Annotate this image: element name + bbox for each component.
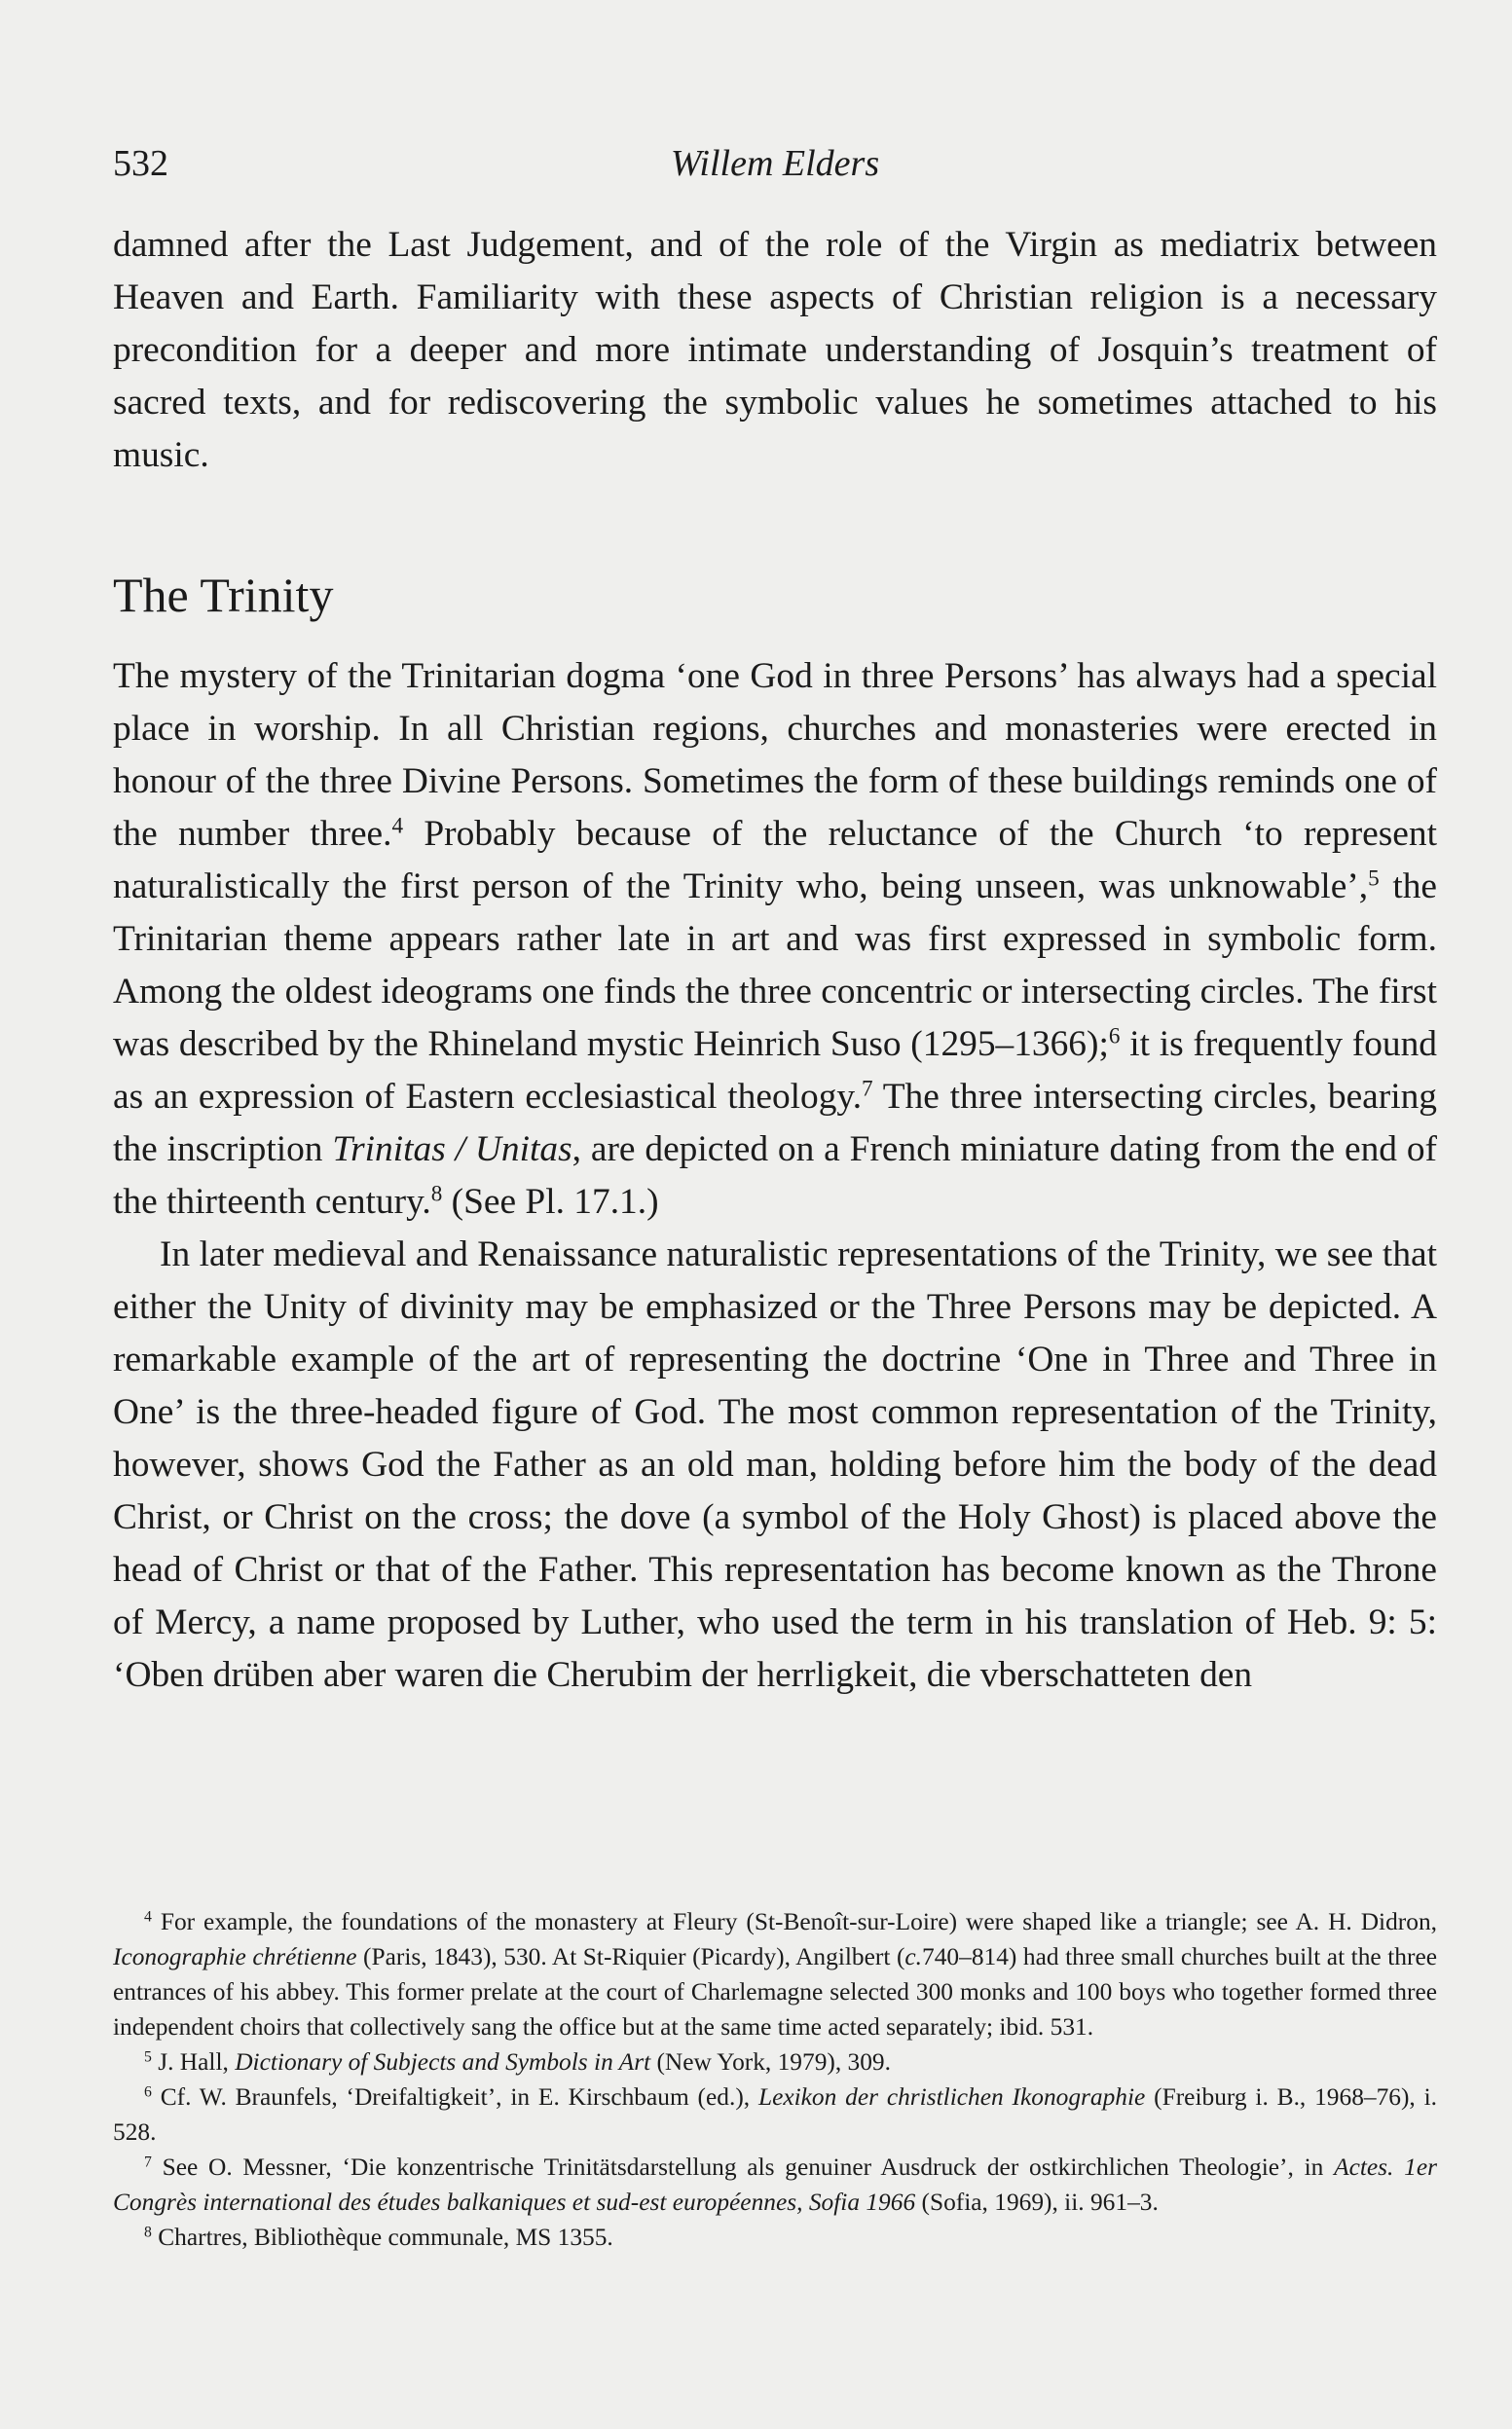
page-number: 532 [113,143,168,184]
paragraph-1: The mystery of the Trinitarian dogma ‘one God in three Persons’ has always had a special place in worship. In all Christian regions, churches and monasteries were erected in honour of the three Divine Persons. Sometimes the form of these buildings reminds one of the number three.$^4$ Probably because of the reluctance of the Church ‘to represent naturalistically the first person of the Trinity who, being unseen, was unknowable’,$^5$ the Trinitarian theme appears rather late in art and was first expressed in symbolic form. Among the oldest ideograms one finds the three concentric or intersecting circles. The first was described by the Rhineland mystic Heinrich Suso (1295–1366);$^6$ it is frequently found as an expression of Eastern ecclesiastical theology.$^7$ The three intersecting circles, bearing the inscription Trinitas / Unitas, are depicted on a French miniature dating from the end of the thirteenth century.$^8$ (See Pl. 17.1.) [113,656,1437,1222]
paragraph-2: In later medieval and Renaissance naturalistic representations of the Trinity, we see that either the Unity of divinity may be emphasized or the Three Persons may be depicted. A remarkable example of the art of representing the doctrine ‘One in Three and Three in One’ is the three-headed figure of God. The most common representation of the Trinity, however, shows God the Father as an old man, holding before him the body of the dead Christ, or Christ on the cross; the dove (a symbol of the Holy Ghost) is placed above the head of Christ or that of the Father. This representation has become known as the Throne of Mercy, a name proposed by Luther, who used the term in his translation of Heb. 9: 5: ‘Oben drüben aber waren die Cherubim der herrligkeit, die vberschatteten den [113,1234,1437,1695]
section-body [113,650,1437,1702]
intro-paragraph: damned after the Last Judgement, and of the role of the Virgin as mediatrix between Heaven and Earth. Familiarity with these aspects of Christian religion is a necessary precondition for a deeper and more intimate understanding of Josquin’s treatment of sacred texts, and for rediscovering the symbolic values he sometimes attached to his music. [113,225,1437,475]
footnote-ref-7: 7 [862,1076,873,1102]
section-heading: The Trinity [113,568,334,622]
footnote-ref-8: 8 [430,1181,443,1207]
inscription-italic: Trinitas / Unitas [332,1129,572,1169]
running-head: Willem Elders [670,143,880,184]
footnote-5: $^5$ J. Hall, Dictionary of Subjects and Symbols in Art (New York, 1979), 309. [144,2048,891,2076]
footnote-7: $^7$ See O. Messner, ‘Die konzentrische Trinitätsdarstellung als genuiner Ausdruck der ostkirchlichen Theologie’, in Actes. 1er Congrès international des études balkaniques et sud-est européennes, Sofia 1966 (Sofia, 1969), ii. 961–3. [113,2153,1437,2216]
footnote-ref-5: 5 [1368,865,1380,892]
footnote-4: $^4$ For example, the foundations of the monastery at Fleury (St-Benoît-sur-Loire) were shaped like a triangle; see A. H. Didron, Iconographie chrétienne (Paris, 1843), 530. At St-Riquier (Picardy), Angilbert (c.740–814) had three small churches built at the three entrances of his abbey. This former prelate at the court of Charlemagne selected 300 monks and 100 boys who together formed three independent choirs that collectively sang the office but at the same time acted separately; ibid. 531. [113,1908,1437,2041]
footnote-ref-6: 6 [1108,1023,1121,1049]
page-header [113,142,1437,191]
footnote-ref-4: 4 [391,813,404,839]
intro-paragraph-block [113,219,1437,482]
footnote-8: $^8$ Chartres, Bibliothèque communale, MS 1355. [144,2224,613,2251]
footnote-6: $^6$ Cf. W. Braunfels, ‘Dreifaltigkeit’, in E. Kirschbaum (ed.), Lexikon der christlichen Ikonographie (Freiburg i. B., 1968–76), i. 528. [113,2083,1438,2146]
footnotes [113,1904,1437,2255]
